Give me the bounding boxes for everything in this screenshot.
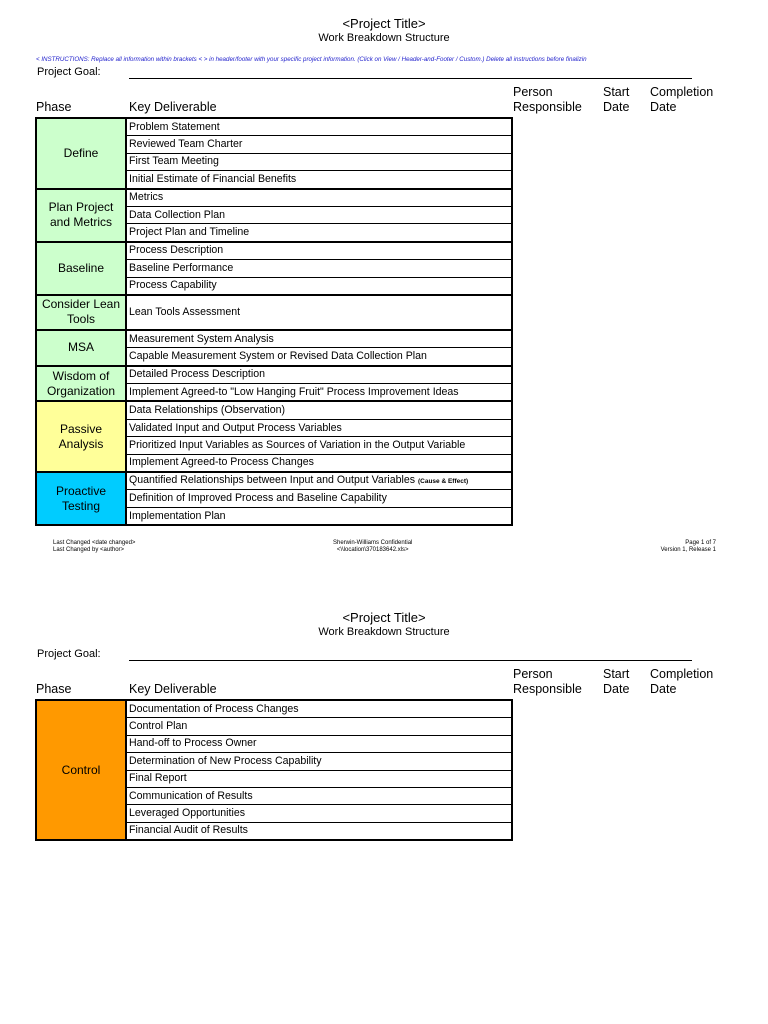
header-start-date: Start Date <box>603 667 630 696</box>
phase-cell: Define <box>36 118 126 189</box>
table-row <box>36 189 512 207</box>
deliverable-text: Measurement System Analysis <box>129 332 274 345</box>
deliverable-cell[interactable] <box>126 472 512 490</box>
deliverable-cell[interactable] <box>126 787 512 804</box>
deliverable-cell[interactable] <box>126 735 512 752</box>
deliverable-text: Initial Estimate of Financial Benefits <box>129 172 297 185</box>
deliverable-text: Data Collection Plan <box>129 208 225 221</box>
deliverable-cell[interactable] <box>126 753 512 770</box>
deliverable-text: Financial Audit of Results <box>129 824 248 837</box>
deliverable-cell[interactable] <box>126 700 512 718</box>
phase-cell: Wisdom of Organization <box>36 366 126 402</box>
deliverable-cell[interactable] <box>126 295 512 330</box>
deliverable-text: Hand-off to Process Owner <box>129 737 257 750</box>
wbs-table <box>35 117 513 526</box>
table-row <box>36 472 512 490</box>
table-row <box>36 295 512 330</box>
deliverable-text: Leveraged Opportunities <box>129 807 246 820</box>
deliverable-text: Documentation of Process Changes <box>129 702 299 715</box>
deliverable-text: Control Plan <box>129 720 188 733</box>
deliverable-cell[interactable] <box>126 401 512 419</box>
deliverable-cell[interactable] <box>126 224 512 242</box>
deliverable-cell[interactable] <box>126 490 512 507</box>
deliverable-cell[interactable] <box>126 366 512 384</box>
deliverable-text: Implement Agreed-to Process Changes <box>129 456 314 469</box>
project-goal-line[interactable] <box>129 660 692 661</box>
phase-cell: Passive Analysis <box>36 401 126 472</box>
deliverable-text: Capable Measurement System or Revised Data Collection Plan <box>129 349 427 362</box>
deliverable-cell[interactable] <box>126 348 512 366</box>
deliverable-cell[interactable] <box>126 822 512 840</box>
deliverable-text: Problem Statement <box>129 120 220 133</box>
deliverable-text: Validated Input and Output Process Variables <box>129 421 342 434</box>
deliverable-text: Detailed Process Description <box>129 368 266 381</box>
header-start-date: Start Date <box>603 85 630 114</box>
phase-cell: Proactive Testing <box>36 472 126 525</box>
header-key-deliverable: Key Deliverable <box>129 682 217 696</box>
deliverable-cell[interactable] <box>126 153 512 170</box>
deliverable-note: (Cause & Effect) <box>417 478 469 486</box>
phase-cell: Baseline <box>36 242 126 295</box>
deliverable-cell[interactable] <box>126 507 512 525</box>
phase-cell: MSA <box>36 330 126 366</box>
deliverable-cell[interactable] <box>126 718 512 735</box>
phase-cell: Plan Project and Metrics <box>36 189 126 242</box>
deliverable-cell[interactable] <box>126 437 512 454</box>
deliverable-cell[interactable] <box>126 384 512 402</box>
header-phase: Phase <box>36 100 72 114</box>
deliverable-text: Implementation Plan <box>129 509 226 522</box>
deliverable-text: Final Report <box>129 772 187 785</box>
deliverable-text: First Team Meeting <box>129 155 219 168</box>
footer-last-changed: Last Changed <date changed> Last Changed by <author> <box>53 540 136 553</box>
deliverable-text: Process Capability <box>129 279 217 292</box>
deliverable-cell[interactable] <box>126 805 512 822</box>
instructions-text: < INSTRUCTIONS: Replace all information within brackets < > in header/footer with your specific project information. (Click on View / Header-and-Footer / Custom.) Delete all instructions before finalizin <box>36 56 587 63</box>
deliverable-cell[interactable] <box>126 260 512 277</box>
deliverable-cell[interactable] <box>126 136 512 153</box>
deliverable-text: Definition of Improved Process and Baseline Capability <box>129 492 387 505</box>
header-completion-date: Completion Date <box>650 667 714 696</box>
table-row <box>36 242 512 260</box>
deliverable-cell[interactable] <box>126 242 512 260</box>
header-person-responsible: Person Responsible <box>513 85 582 114</box>
deliverable-cell[interactable] <box>126 454 512 472</box>
deliverable-text: Implement Agreed-to "Low Hanging Fruit" Process Improvement Ideas <box>129 385 459 398</box>
deliverable-text: Data Relationships (Observation) <box>129 404 286 417</box>
project-goal-line[interactable] <box>129 78 692 79</box>
header-key-deliverable: Key Deliverable <box>129 100 217 114</box>
phase-cell: Control <box>36 700 126 840</box>
project-title: <Project Title> <box>342 16 426 31</box>
table-row <box>36 401 512 419</box>
table-row <box>36 700 512 718</box>
deliverable-text: Prioritized Input Variables as Sources of Variation in the Output Variable <box>129 438 466 451</box>
header-phase: Phase <box>36 682 72 696</box>
header-completion-date: Completion Date <box>650 85 714 114</box>
wbs-table <box>35 699 513 841</box>
deliverable-text: Lean Tools Assessment <box>129 305 241 318</box>
deliverable-text: Project Plan and Timeline <box>129 226 250 239</box>
deliverable-text: Communication of Results <box>129 789 253 802</box>
deliverable-text: Baseline Performance <box>129 261 234 274</box>
phase-cell: Consider Lean Tools <box>36 295 126 330</box>
deliverable-cell[interactable] <box>126 206 512 223</box>
deliverable-cell[interactable] <box>126 171 512 189</box>
project-goal-label: Project Goal: <box>37 66 101 78</box>
project-goal-label: Project Goal: <box>37 648 101 660</box>
deliverable-cell[interactable] <box>126 277 512 295</box>
document-subtitle: Work Breakdown Structure <box>318 626 450 638</box>
table-row <box>36 366 512 384</box>
deliverable-cell[interactable] <box>126 419 512 436</box>
deliverable-cell[interactable] <box>126 118 512 136</box>
deliverable-cell[interactable] <box>126 189 512 207</box>
footer-confidential: Sherwin-Williams Confidential <\\location\370183642.xls> <box>333 540 413 553</box>
deliverable-text: Process Description <box>129 244 224 257</box>
project-title: <Project Title> <box>342 610 426 625</box>
header-person-responsible: Person Responsible <box>513 667 582 696</box>
deliverable-text: Quantified Relationships between Input and Output Variables <box>129 474 416 487</box>
footer-page-number: Page 1 of 7 Version 1, Release 1 <box>660 540 716 553</box>
deliverable-text: Reviewed Team Charter <box>129 138 243 151</box>
table-row <box>36 118 512 136</box>
document-subtitle: Work Breakdown Structure <box>318 32 450 44</box>
deliverable-cell[interactable] <box>126 770 512 787</box>
deliverable-text: Determination of New Process Capability <box>129 754 322 767</box>
deliverable-text: Metrics <box>129 191 164 204</box>
table-row <box>36 330 512 348</box>
deliverable-cell[interactable] <box>126 330 512 348</box>
